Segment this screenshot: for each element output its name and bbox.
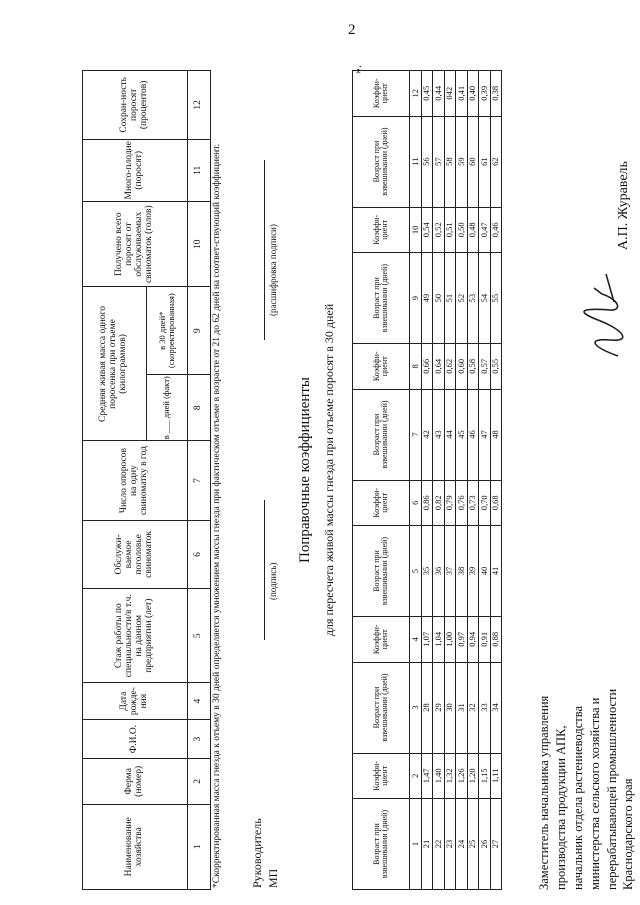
header-farm-number: Ферма (номер) [83, 759, 188, 804]
footnote: *Скорректированная масса гнезда к отъему в 30 дней определяется умножением массы гнезда при фактическом отъеме в возрасте от 21 до 62 дней на соответ-ствующий коэффициент. [212, 143, 222, 888]
header-survival: Сохран-ность поросят (процентов) [83, 71, 188, 140]
decoding-caption: (расшифровка подписи) [268, 224, 278, 316]
table-cell: 0,47 [479, 207, 491, 252]
column-number: 9 [188, 287, 211, 375]
column-number: 5 [410, 526, 422, 617]
header-name: Ф.И.О. [83, 720, 188, 759]
table-cell: 0,62 [444, 344, 456, 389]
table-cell: 0,64 [433, 344, 445, 389]
table-cell: 37 [444, 526, 456, 617]
header-coef: Коэффи-циент [353, 617, 410, 662]
table-cell: 042 [444, 71, 456, 117]
table-cell: 55 [490, 253, 502, 344]
header-avg-weight: Средняя живая масса одного поросенка при отъеме (килограммов) [83, 287, 147, 441]
table-cell: 51 [444, 253, 456, 344]
closing-quote: ». [350, 65, 364, 74]
header-farrowings: Число опоросов на одну свиноматку в год [83, 441, 188, 520]
column-number: 11 [410, 116, 422, 207]
table-cell: 0,66 [421, 344, 433, 389]
table-cell: 27 [490, 799, 502, 890]
column-number: 5 [188, 589, 211, 683]
column-number: 6 [188, 520, 211, 589]
table-cell: 57 [433, 116, 445, 207]
table-cell: 1,11 [490, 753, 502, 798]
column-number: 2 [188, 759, 211, 804]
column-number: 9 [410, 253, 422, 344]
table-cell: 0,97 [456, 617, 468, 662]
table-cell: 26 [479, 799, 491, 890]
column-number: 7 [410, 389, 422, 480]
table-cell: 0,91 [479, 617, 491, 662]
table-row [467, 71, 479, 890]
table-cell: 0,76 [456, 480, 468, 525]
signer-position-block [536, 530, 637, 890]
coefficients-table [352, 70, 502, 890]
header-sows-herd: Обслужи-ваемое поголовье свиноматок [83, 520, 188, 589]
column-number: 8 [410, 344, 422, 389]
table-cell: 0,82 [433, 480, 445, 525]
table-cell: 0,41 [456, 71, 468, 117]
column-number: 3 [410, 662, 422, 753]
column-number: 12 [410, 71, 422, 117]
coefficients-subtitle: для пересчета живой массы гнезда при отъеме поросят в 30 дней [322, 303, 336, 637]
table-cell: 0,54 [421, 207, 433, 252]
table-row [433, 71, 445, 890]
table-cell: 54 [479, 253, 491, 344]
table-cell: 0,50 [456, 207, 468, 252]
signature-caption: (подпись) [268, 562, 278, 600]
table-cell: 44 [444, 389, 456, 480]
table-cell: 34 [490, 662, 502, 753]
table-cell: 25 [467, 799, 479, 890]
table-cell: 52 [456, 253, 468, 344]
column-number: 11 [188, 139, 211, 201]
table-row [410, 71, 422, 890]
header-coef: Коэффи-циент [353, 753, 410, 798]
table-cell: 0,79 [444, 480, 456, 525]
page-number: 2 [348, 22, 356, 38]
column-number: 8 [188, 375, 211, 441]
table-cell: 59 [456, 116, 468, 207]
header-coef: Коэффи-циент [353, 207, 410, 252]
table-cell: 43 [433, 389, 445, 480]
table-cell: 1,15 [479, 753, 491, 798]
table-cell: 38 [456, 526, 468, 617]
table-cell: 41 [490, 526, 502, 617]
table-cell: 0,60 [456, 344, 468, 389]
header-age: Возраст при взвешивании (дней) [353, 799, 410, 890]
handwritten-signature-icon [580, 270, 630, 360]
header-age: Возраст при взвешивании (дней) [353, 526, 410, 617]
signer-position-line: Краснодарского края [621, 778, 636, 890]
table-cell: 1,47 [421, 753, 433, 798]
decoding-line [264, 160, 265, 340]
mp-label: МП [266, 868, 280, 888]
table-cell: 61 [479, 116, 491, 207]
table-cell: 42 [421, 389, 433, 480]
signer-name: А.П. Журавель [616, 161, 631, 250]
table-cell: 49 [421, 253, 433, 344]
table-cell: 1,04 [433, 617, 445, 662]
table-row [456, 71, 468, 890]
table-cell: 1,07 [421, 617, 433, 662]
header-farm-name: Наименование хозяйства [83, 804, 188, 889]
table-cell: 30 [444, 662, 456, 753]
table-cell: 0,51 [444, 207, 456, 252]
column-number: 4 [410, 617, 422, 662]
column-number: 12 [188, 71, 211, 140]
report-table [82, 70, 211, 890]
header-age: Возраст при взвешивании (дней) [353, 116, 410, 207]
table-cell: 31 [456, 662, 468, 753]
table-cell: 32 [467, 662, 479, 753]
signer-position-line: министерства сельского хозяйства и [587, 697, 602, 890]
table-cell: 29 [433, 662, 445, 753]
table-cell: 0,44 [433, 71, 445, 117]
column-number: 6 [410, 480, 422, 525]
header-weight-fact: в ___ дней (факт) [146, 375, 187, 441]
header-coef: Коэффи-циент [353, 344, 410, 389]
table-cell: 0,40 [467, 71, 479, 117]
table-cell: 0,73 [467, 480, 479, 525]
signer-position-line: Заместитель начальника управления [537, 695, 551, 890]
header-experience: Стаж работы по специальности/в т.ч. на данном предприятии (лет) [83, 589, 188, 683]
table-cell: 53 [467, 253, 479, 344]
table-cell: 23 [444, 799, 456, 890]
signer-position-line: производства продукции АПК, [553, 725, 568, 890]
header-weight-corrected: в 30 дней* (скорректированная) [146, 287, 187, 375]
table-cell: 62 [490, 116, 502, 207]
table-cell: 35 [421, 526, 433, 617]
table-row [188, 71, 211, 890]
table-cell: 21 [421, 799, 433, 890]
table-cell: 1,26 [456, 753, 468, 798]
table-cell: 0,57 [479, 344, 491, 389]
table-row [421, 71, 433, 890]
table-cell: 36 [433, 526, 445, 617]
table-row [490, 71, 502, 890]
table-cell: 39 [467, 526, 479, 617]
table-cell: 48 [490, 389, 502, 480]
table-cell: 0,46 [490, 207, 502, 252]
column-number: 10 [410, 207, 422, 252]
table-cell: 1,40 [433, 753, 445, 798]
table-row [479, 71, 491, 890]
table-cell: 0,70 [479, 480, 491, 525]
table-cell: 1,32 [444, 753, 456, 798]
header-prolificacy: Много-плодие (поросят) [83, 139, 188, 201]
header-age: Возраст при взвешивании (дней) [353, 389, 410, 480]
table-cell: 28 [421, 662, 433, 753]
table-cell: 40 [479, 526, 491, 617]
table-cell: 0,39 [479, 71, 491, 117]
header-coef: Коэффи-циент [353, 480, 410, 525]
table-cell: 0,94 [467, 617, 479, 662]
table-cell: 45 [456, 389, 468, 480]
signature-line [264, 500, 265, 640]
table-cell: 60 [467, 116, 479, 207]
table-cell: 0,38 [490, 71, 502, 117]
header-piglets-total: Получено всего поросят от обслуживаемых свиноматок (голов) [83, 201, 188, 286]
column-number: 7 [188, 441, 211, 520]
director-label: Руководитель [250, 818, 264, 888]
table-cell: 24 [456, 799, 468, 890]
table-cell: 0,86 [421, 480, 433, 525]
table-cell: 0,45 [421, 71, 433, 117]
column-number: 10 [188, 201, 211, 286]
header-age: Возраст при взвешивании (дней) [353, 253, 410, 344]
header-coef: Коэффи-циент [353, 71, 410, 117]
column-number: 2 [410, 753, 422, 798]
table-cell: 58 [444, 116, 456, 207]
column-number: 1 [188, 804, 211, 889]
table-cell: 0,88 [490, 617, 502, 662]
header-birth-date: Дата рожде-ния [83, 683, 188, 720]
rotated-page-content [60, 40, 640, 900]
table-cell: 0,58 [467, 344, 479, 389]
table-cell: 0,55 [490, 344, 502, 389]
table-cell: 0,68 [490, 480, 502, 525]
table-cell: 1,20 [467, 753, 479, 798]
table-cell: 33 [479, 662, 491, 753]
table-cell: 0,52 [433, 207, 445, 252]
table-cell: 46 [467, 389, 479, 480]
table-cell: 1,00 [444, 617, 456, 662]
column-number: 3 [188, 720, 211, 759]
table-cell: 50 [433, 253, 445, 344]
table-cell: 0,48 [467, 207, 479, 252]
signer-position-line: начальник отдела растениеводства [570, 705, 585, 890]
table-cell: 56 [421, 116, 433, 207]
header-age: Возраст при взвешивании (дней) [353, 662, 410, 753]
table-row [444, 71, 456, 890]
coefficients-title: Поправочные коэффициенты [297, 377, 313, 563]
signer-position-line: перерабатывающей промышленности [604, 688, 619, 890]
table-cell: 47 [479, 389, 491, 480]
table-cell: 22 [433, 799, 445, 890]
column-number: 4 [188, 683, 211, 720]
column-number: 1 [410, 799, 422, 890]
